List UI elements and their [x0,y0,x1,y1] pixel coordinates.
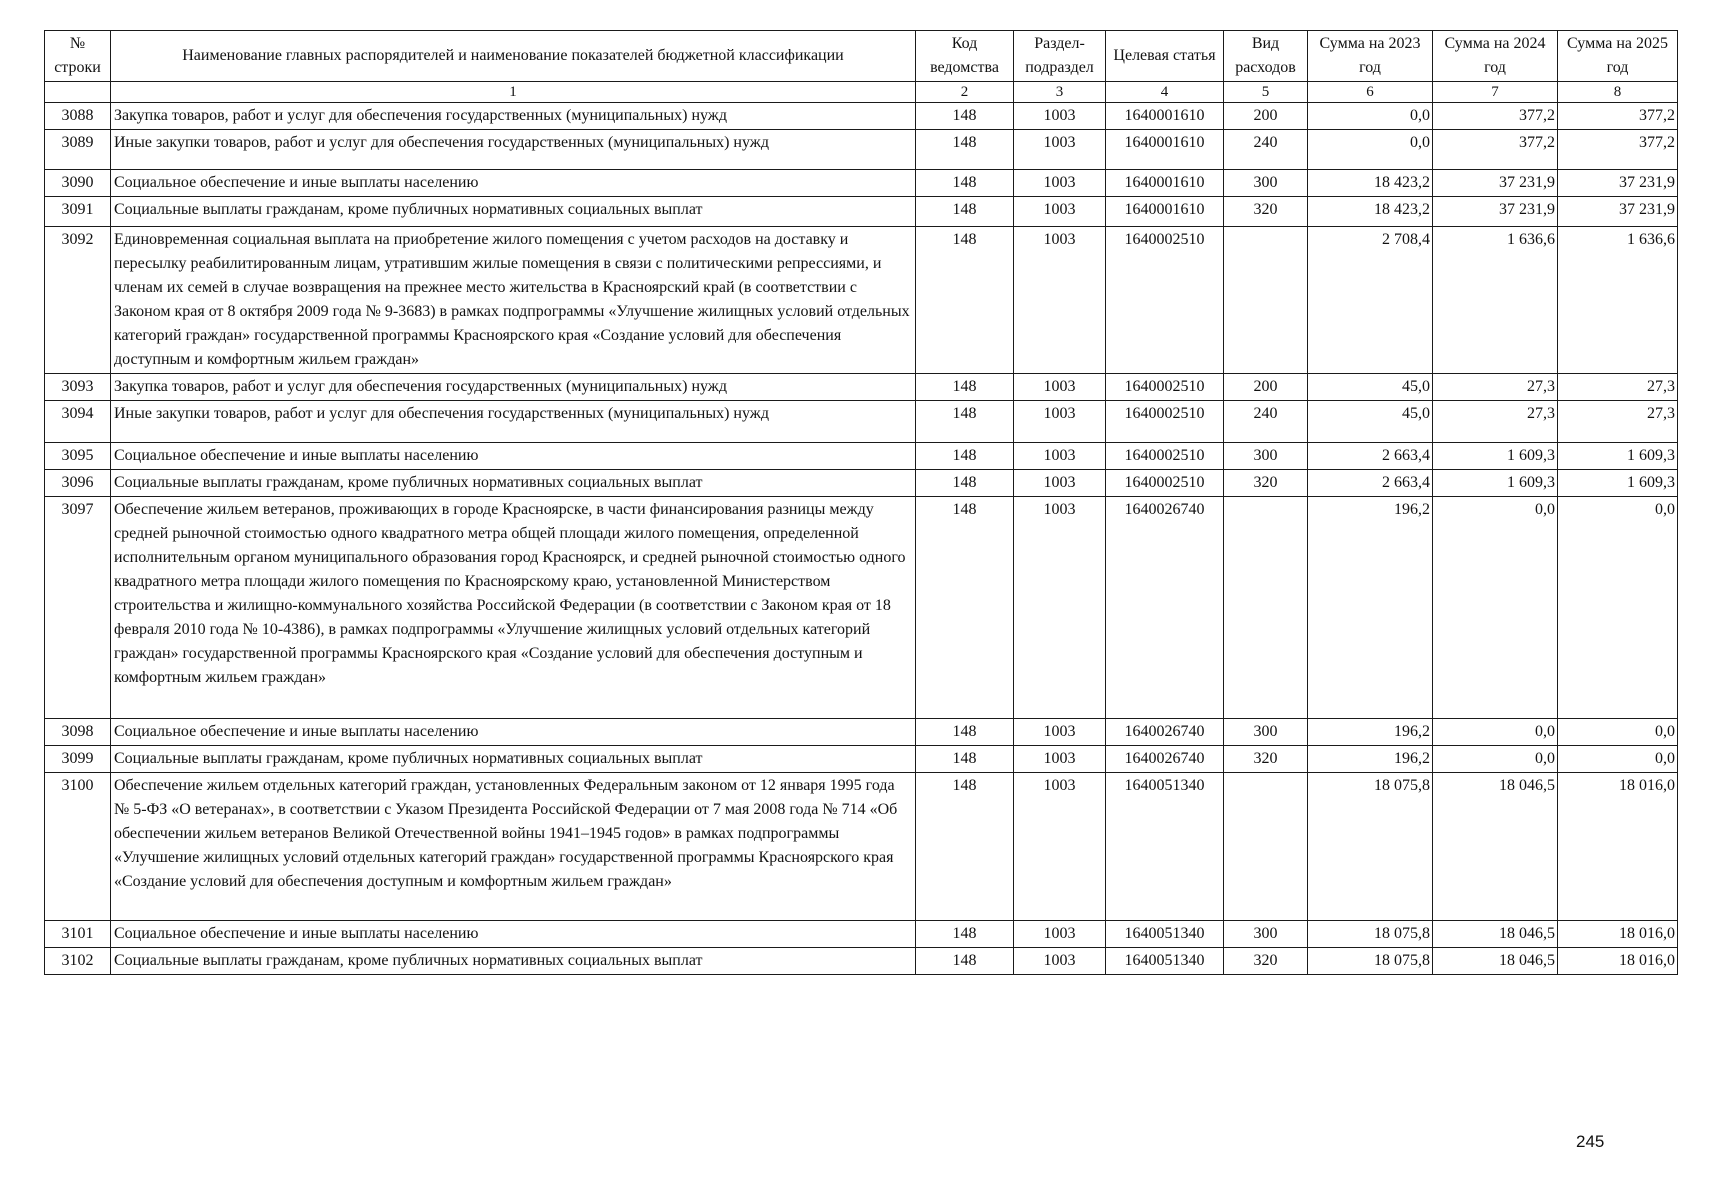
row-dept-code: 148 [916,443,1014,470]
row-sum-2023: 18 075,8 [1308,921,1433,948]
row-sum-2023: 0,0 [1308,103,1433,130]
row-number: 3100 [45,773,111,921]
row-sum-2024: 0,0 [1433,497,1558,719]
row-target: 1640002510 [1106,470,1224,497]
table-row [45,130,1678,170]
row-expense-type: 200 [1224,374,1308,401]
row-section: 1003 [1014,170,1106,197]
row-expense-type [1224,497,1308,719]
row-section: 1003 [1014,443,1106,470]
row-section: 1003 [1014,401,1106,443]
header-sum-2024: Сумма на 2024 год [1433,31,1558,82]
col-index-6: 6 [1308,82,1433,103]
row-name: Социальное обеспечение и иные выплаты населению [111,170,916,197]
row-number: 3092 [45,227,111,374]
row-name: Социальное обеспечение и иные выплаты населению [111,443,916,470]
row-section: 1003 [1014,470,1106,497]
row-number: 3096 [45,470,111,497]
row-name: Социальные выплаты гражданам, кроме публичных нормативных социальных выплат [111,197,916,227]
row-target: 1640001610 [1106,103,1224,130]
row-sum-2024: 1 636,6 [1433,227,1558,374]
row-expense-type: 200 [1224,103,1308,130]
header-row-no: № строки [45,31,111,82]
row-section: 1003 [1014,374,1106,401]
row-expense-type: 300 [1224,170,1308,197]
row-sum-2024: 27,3 [1433,374,1558,401]
row-sum-2024: 377,2 [1433,130,1558,170]
col-index-4: 4 [1106,82,1224,103]
row-sum-2025: 1 609,3 [1558,470,1678,497]
row-expense-type [1224,227,1308,374]
row-expense-type: 320 [1224,746,1308,773]
row-name: Иные закупки товаров, работ и услуг для обеспечения государственных (муниципальных) нужд [111,401,916,443]
row-dept-code: 148 [916,948,1014,975]
row-section: 1003 [1014,773,1106,921]
table-row [45,497,1678,719]
table-row [45,227,1678,374]
header-expense-type: Вид расходов [1224,31,1308,82]
row-section: 1003 [1014,103,1106,130]
row-target: 1640051340 [1106,773,1224,921]
row-section: 1003 [1014,227,1106,374]
row-sum-2025: 1 636,6 [1558,227,1678,374]
row-name: Социальное обеспечение и иные выплаты населению [111,719,916,746]
table-row [45,948,1678,975]
table-row [45,170,1678,197]
row-expense-type: 320 [1224,948,1308,975]
row-sum-2023: 196,2 [1308,719,1433,746]
row-sum-2025: 377,2 [1558,103,1678,130]
row-target: 1640002510 [1106,374,1224,401]
row-dept-code: 148 [916,103,1014,130]
header-dept-code: Код ведомства [916,31,1014,82]
row-sum-2023: 45,0 [1308,374,1433,401]
row-target: 1640051340 [1106,948,1224,975]
row-target: 1640001610 [1106,130,1224,170]
row-number: 3088 [45,103,111,130]
row-expense-type: 320 [1224,470,1308,497]
table-row [45,401,1678,443]
row-target: 1640001610 [1106,197,1224,227]
header-sum-2023: Сумма на 2023 год [1308,31,1433,82]
row-sum-2024: 1 609,3 [1433,470,1558,497]
row-number: 3102 [45,948,111,975]
col-index-7: 7 [1433,82,1558,103]
row-expense-type: 240 [1224,401,1308,443]
header-row [45,31,1678,82]
table-row [45,773,1678,921]
row-expense-type: 300 [1224,921,1308,948]
row-sum-2024: 37 231,9 [1433,170,1558,197]
row-number: 3094 [45,401,111,443]
row-dept-code: 148 [916,197,1014,227]
column-index-row [45,82,1678,103]
row-sum-2024: 18 046,5 [1433,921,1558,948]
row-expense-type: 320 [1224,197,1308,227]
row-sum-2025: 377,2 [1558,130,1678,170]
row-sum-2024: 18 046,5 [1433,773,1558,921]
row-sum-2024: 0,0 [1433,746,1558,773]
header-section: Раздел-подраздел [1014,31,1106,82]
table-row [45,470,1678,497]
row-name: Единовременная социальная выплата на приобретение жилого помещения с учетом расходов на доставку и пересылку реабилитированным лицам, утратившим жилые помещения в связи с политическими репрессиями, и членам их семей в случае возвращения на прежнее место жительства в Красноярский край (в соответствии с Законом края от 8 октября 2009 года № 9-3683) в рамках подпрограммы «Улучшение жилищных условий отдельных категорий граждан» государственной программы Красноярского края «Создание условий для обеспечения доступным и комфортным жильем граждан» [111,227,916,374]
row-target: 1640026740 [1106,719,1224,746]
row-section: 1003 [1014,719,1106,746]
row-sum-2025: 0,0 [1558,719,1678,746]
row-name: Социальное обеспечение и иные выплаты населению [111,921,916,948]
row-number: 3090 [45,170,111,197]
row-number: 3097 [45,497,111,719]
page-number: 245 [1576,1132,1605,1151]
row-sum-2023: 45,0 [1308,401,1433,443]
row-sum-2024: 37 231,9 [1433,197,1558,227]
row-dept-code: 148 [916,921,1014,948]
row-sum-2023: 2 663,4 [1308,443,1433,470]
row-name: Обеспечение жильем отдельных категорий граждан, установленных Федеральным законом от 12 января 1995 года № 5-ФЗ «О ветеранах», в соответствии с Указом Президента Российской Федерации от 7 мая 2008 года № 714 «Об обеспечении жильем ветеранов Великой Отечественной войны 1941–1945 годов» в рамках подпрограммы «Улучшение жилищных условий отдельных категорий граждан» государственной программы Красноярского края «Создание условий для обеспечения доступным и комфортным жильем граждан» [111,773,916,921]
row-sum-2023: 0,0 [1308,130,1433,170]
row-number: 3091 [45,197,111,227]
row-name: Социальные выплаты гражданам, кроме публичных нормативных социальных выплат [111,746,916,773]
row-dept-code: 148 [916,470,1014,497]
row-section: 1003 [1014,921,1106,948]
header-sum-2025: Сумма на 2025 год [1558,31,1678,82]
row-expense-type: 240 [1224,130,1308,170]
col-index-8: 8 [1558,82,1678,103]
row-sum-2025: 0,0 [1558,497,1678,719]
row-name: Закупка товаров, работ и услуг для обеспечения государственных (муниципальных) нужд [111,374,916,401]
row-sum-2025: 18 016,0 [1558,948,1678,975]
row-sum-2023: 2 663,4 [1308,470,1433,497]
table-row [45,197,1678,227]
row-expense-type [1224,773,1308,921]
row-section: 1003 [1014,130,1106,170]
row-sum-2025: 37 231,9 [1558,197,1678,227]
row-sum-2025: 18 016,0 [1558,773,1678,921]
row-number: 3089 [45,130,111,170]
budget-table [44,30,1678,975]
row-sum-2023: 18 075,8 [1308,948,1433,975]
row-dept-code: 148 [916,497,1014,719]
row-name: Социальные выплаты гражданам, кроме публичных нормативных социальных выплат [111,470,916,497]
row-name: Иные закупки товаров, работ и услуг для обеспечения государственных (муниципальных) нужд [111,130,916,170]
row-dept-code: 148 [916,170,1014,197]
col-index-0 [45,82,111,103]
row-expense-type: 300 [1224,443,1308,470]
row-section: 1003 [1014,948,1106,975]
row-number: 3099 [45,746,111,773]
row-dept-code: 148 [916,227,1014,374]
row-sum-2025: 27,3 [1558,401,1678,443]
header-name: Наименование главных распорядителей и наименование показателей бюджетной классификации [111,31,916,82]
row-dept-code: 148 [916,130,1014,170]
row-number: 3095 [45,443,111,470]
row-dept-code: 148 [916,374,1014,401]
row-sum-2024: 18 046,5 [1433,948,1558,975]
row-number: 3101 [45,921,111,948]
row-name: Закупка товаров, работ и услуг для обеспечения государственных (муниципальных) нужд [111,103,916,130]
row-target: 1640002510 [1106,401,1224,443]
row-name: Обеспечение жильем ветеранов, проживающих в городе Красноярске, в части финансирования разницы между средней рыночной стоимостью одного квадратного метра общей площади жилого помещения, определенной исполнительным органом муниципального образования город Красноярск, и средней рыночной стоимостью одного квадратного метра площади жилого помещения по Красноярскому краю, установленной Министерством строительства и жилищно-коммунального хозяйства Российской Федерации (в соответствии с Законом края от 18 февраля 2010 года № 10-4386), в рамках подпрограммы «Улучшение жилищных условий отдельных категорий граждан» государственной программы Красноярского края «Создание условий для обеспечения доступным и комфортным жильем граждан» [111,497,916,719]
row-target: 1640002510 [1106,443,1224,470]
row-sum-2023: 18 423,2 [1308,170,1433,197]
row-section: 1003 [1014,497,1106,719]
table-row [45,719,1678,746]
col-index-5: 5 [1224,82,1308,103]
table-row [45,443,1678,470]
row-number: 3098 [45,719,111,746]
budget-table-page [44,30,1677,975]
row-sum-2025: 0,0 [1558,746,1678,773]
table-row [45,921,1678,948]
row-sum-2025: 18 016,0 [1558,921,1678,948]
row-section: 1003 [1014,746,1106,773]
row-sum-2023: 18 075,8 [1308,773,1433,921]
table-row [45,374,1678,401]
row-sum-2024: 0,0 [1433,719,1558,746]
row-target: 1640026740 [1106,497,1224,719]
row-sum-2023: 196,2 [1308,497,1433,719]
row-sum-2024: 27,3 [1433,401,1558,443]
row-sum-2025: 27,3 [1558,374,1678,401]
row-sum-2023: 196,2 [1308,746,1433,773]
row-section: 1003 [1014,197,1106,227]
col-index-1: 1 [111,82,916,103]
row-sum-2025: 37 231,9 [1558,170,1678,197]
row-target: 1640026740 [1106,746,1224,773]
row-expense-type: 300 [1224,719,1308,746]
row-target: 1640051340 [1106,921,1224,948]
row-sum-2023: 18 423,2 [1308,197,1433,227]
row-dept-code: 148 [916,746,1014,773]
row-sum-2023: 2 708,4 [1308,227,1433,374]
row-dept-code: 148 [916,401,1014,443]
row-number: 3093 [45,374,111,401]
row-sum-2025: 1 609,3 [1558,443,1678,470]
row-sum-2024: 377,2 [1433,103,1558,130]
row-dept-code: 148 [916,773,1014,921]
col-index-2: 2 [916,82,1014,103]
col-index-3: 3 [1014,82,1106,103]
table-row [45,746,1678,773]
row-target: 1640002510 [1106,227,1224,374]
row-name: Социальные выплаты гражданам, кроме публичных нормативных социальных выплат [111,948,916,975]
row-sum-2024: 1 609,3 [1433,443,1558,470]
header-target: Целевая статья [1106,31,1224,82]
row-target: 1640001610 [1106,170,1224,197]
row-dept-code: 148 [916,719,1014,746]
table-body [45,103,1678,975]
table-row [45,103,1678,130]
